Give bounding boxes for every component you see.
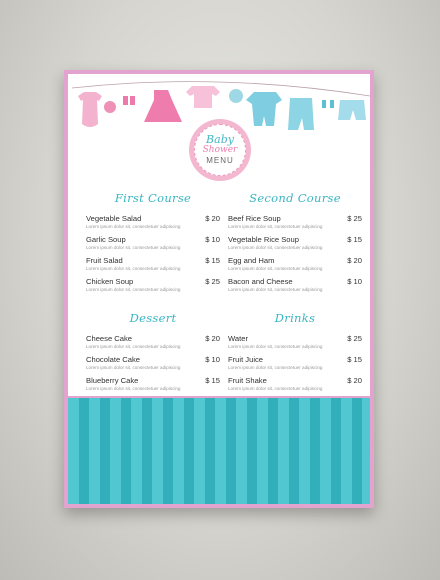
second-course-title: Second Course xyxy=(249,191,341,205)
item-price: $ 10 xyxy=(347,277,362,286)
menu-item xyxy=(86,334,220,355)
item-name: Bacon and Cheese xyxy=(228,277,293,286)
item-name: Garlic Soup xyxy=(86,235,126,244)
item-name: Fruit Juice xyxy=(228,355,264,364)
item-description: Lorem ipsum dolor sit, consectetuer adipiscing xyxy=(86,344,181,349)
item-name: Water xyxy=(228,334,248,343)
menu-item xyxy=(86,214,220,235)
first-course-section xyxy=(86,191,220,298)
logo-shower-text: Shower xyxy=(202,144,238,155)
item-description: Lorem ipsum dolor sit, consectetuer adipiscing xyxy=(228,365,323,370)
menu-card xyxy=(64,70,374,508)
item-description: Lorem ipsum dolor sit, consectetuer adipiscing xyxy=(228,224,323,229)
item-price: $ 15 xyxy=(205,376,220,385)
item-name: Chocolate Cake xyxy=(86,355,141,364)
item-price: $ 25 xyxy=(205,277,220,286)
second-course-section xyxy=(228,191,362,298)
menu-item xyxy=(228,214,362,235)
menu-item xyxy=(228,355,362,376)
menu-inner-panel xyxy=(68,74,370,396)
striped-footer-panel xyxy=(68,398,370,504)
item-name: Vegetable Rice Soup xyxy=(228,235,299,244)
item-name: Fruit Salad xyxy=(86,256,123,265)
item-description: Lorem ipsum dolor sit, consectetuer adipiscing xyxy=(228,344,323,349)
drinks-title: Drinks xyxy=(274,311,316,325)
item-description: Lorem ipsum dolor sit, consectetuer adipiscing xyxy=(228,266,323,271)
menu-item xyxy=(86,376,220,397)
menu-item xyxy=(228,334,362,355)
logo-badge xyxy=(194,124,246,176)
menu-item xyxy=(228,376,362,397)
item-description: Lorem ipsum dolor sit, consectetuer adipiscing xyxy=(86,287,181,292)
item-name: Vegetable Salad xyxy=(86,214,142,223)
menu-item xyxy=(86,355,220,376)
item-description: Lorem ipsum dolor sit, consectetuer adipiscing xyxy=(228,287,323,292)
menu-item xyxy=(228,277,362,298)
item-price: $ 20 xyxy=(205,214,220,223)
item-description: Lorem ipsum dolor sit, consectetuer adipiscing xyxy=(228,386,323,391)
item-price: $ 20 xyxy=(347,376,362,385)
item-description: Lorem ipsum dolor sit, consectetuer adipiscing xyxy=(86,266,181,271)
item-name: Beef Rice Soup xyxy=(228,214,281,223)
item-description: Lorem ipsum dolor sit, consectetuer adipiscing xyxy=(86,245,181,250)
item-description: Lorem ipsum dolor sit, consectetuer adipiscing xyxy=(86,224,181,229)
item-name: Cheese Cake xyxy=(86,334,133,343)
item-description: Lorem ipsum dolor sit, consectetuer adipiscing xyxy=(86,386,181,391)
menu-item xyxy=(86,277,220,298)
menu-item xyxy=(86,235,220,256)
item-price: $ 10 xyxy=(205,355,220,364)
first-course-title: First Course xyxy=(114,191,192,205)
logo-baby-text: Baby xyxy=(206,132,234,146)
item-price: $ 20 xyxy=(205,334,220,343)
item-name: Fruit Shake xyxy=(228,376,267,385)
item-price: $ 25 xyxy=(347,214,362,223)
dessert-title: Dessert xyxy=(129,311,177,325)
item-name: Chicken Soup xyxy=(86,277,134,286)
item-price: $ 15 xyxy=(347,235,362,244)
logo-menu-text: MENU xyxy=(206,155,234,165)
item-description: Lorem ipsum dolor sit, consectetuer adipiscing xyxy=(228,245,323,250)
item-price: $ 10 xyxy=(205,235,220,244)
menu-item xyxy=(228,256,362,277)
item-price: $ 15 xyxy=(205,256,220,265)
menu-item xyxy=(86,256,220,277)
item-name: Blueberry Cake xyxy=(86,376,139,385)
item-price: $ 25 xyxy=(347,334,362,343)
item-description: Lorem ipsum dolor sit, consectetuer adipiscing xyxy=(86,365,181,370)
item-price: $ 20 xyxy=(347,256,362,265)
item-name: Egg and Ham xyxy=(228,256,275,265)
item-price: $ 15 xyxy=(347,355,362,364)
baby-shower-logo xyxy=(189,119,251,181)
menu-item xyxy=(228,235,362,256)
